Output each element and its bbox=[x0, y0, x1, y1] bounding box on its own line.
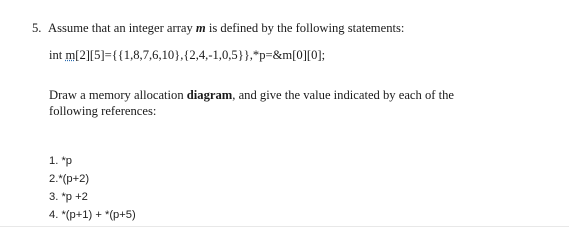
instruction-after: , and give the value indicated by each of the bbox=[232, 88, 454, 102]
question-text-after: is defined by the following statements: bbox=[205, 21, 405, 35]
instruction-before: Draw a memory allocation bbox=[49, 88, 187, 102]
question-number: 5. bbox=[32, 21, 42, 35]
reference-item: 2.*(p+2) bbox=[49, 173, 90, 185]
declaration-array-name: m bbox=[65, 48, 76, 62]
declaration-rest: [2][5]={{1,8,7,6,10},{2,4,-1,0,5}},*p=&m[0][0]; bbox=[75, 48, 326, 62]
reference-item: 4. *(p+1) + *(p+5) bbox=[49, 209, 136, 221]
page-divider bbox=[0, 226, 569, 227]
instruction-line-2: following references: bbox=[49, 104, 157, 118]
array-declaration bbox=[49, 48, 325, 63]
instruction-line-1 bbox=[49, 88, 454, 103]
instruction-bold-word: diagram bbox=[186, 88, 233, 102]
question-variable: m bbox=[195, 21, 206, 35]
question-text-before: Assume that an integer array bbox=[48, 21, 196, 35]
question-text bbox=[48, 21, 404, 36]
reference-item: 1. *p bbox=[49, 155, 73, 167]
reference-item: 3. *p +2 bbox=[49, 191, 88, 203]
declaration-prefix: int bbox=[49, 48, 66, 62]
